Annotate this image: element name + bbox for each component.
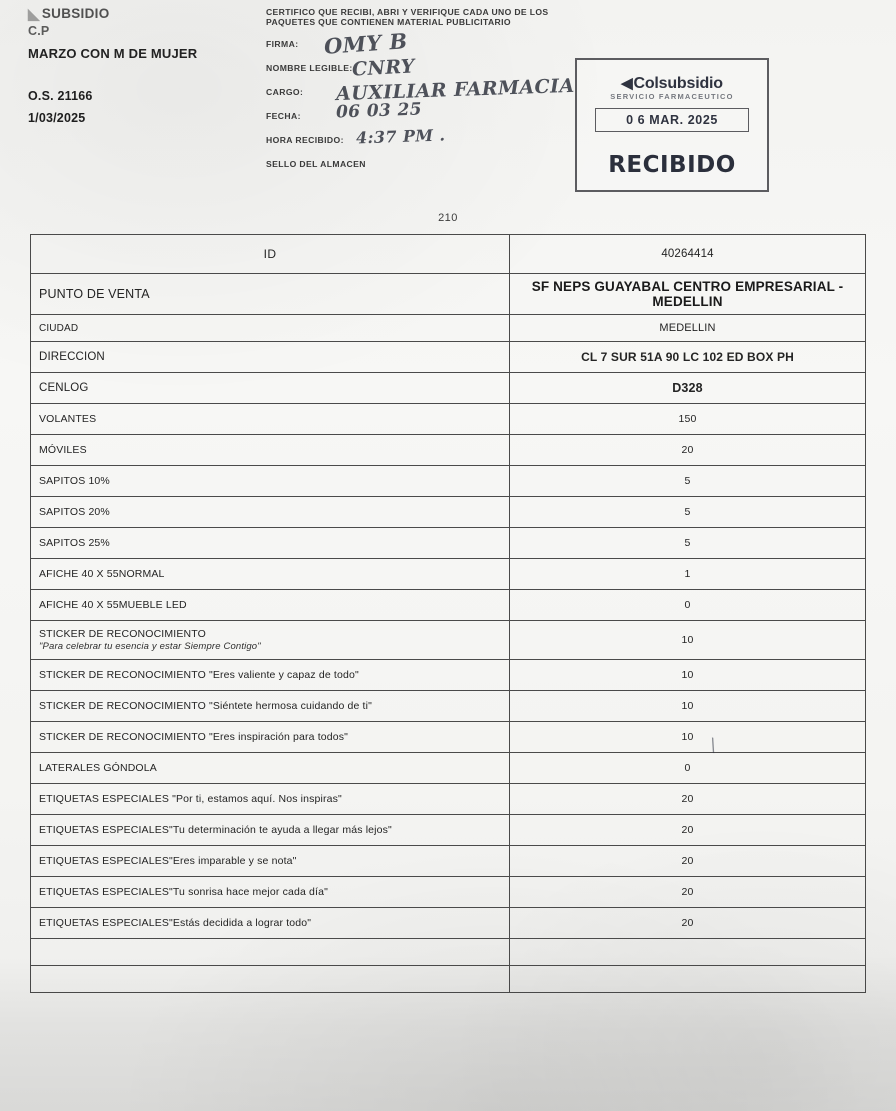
table-row bbox=[31, 784, 866, 815]
row-label: STICKER DE RECONOCIMIENTO "Siéntete hermosa cuidando de ti" bbox=[31, 691, 510, 722]
order-number: O.S. 21166 bbox=[28, 89, 93, 103]
table-row bbox=[31, 404, 866, 435]
table-row bbox=[31, 235, 866, 274]
field-sello-label: SELLO DEL ALMACEN bbox=[266, 159, 366, 170]
table-row bbox=[31, 908, 866, 939]
row-value: 5 bbox=[510, 466, 866, 497]
materials-table-wrapper bbox=[30, 234, 866, 993]
colsubsidio-logo bbox=[28, 6, 258, 22]
table-row bbox=[31, 691, 866, 722]
row-value: 0 bbox=[510, 753, 866, 784]
row-label: STICKER DE RECONOCIMIENTO "Eres inspiración para todos" bbox=[31, 722, 510, 753]
row-value: 20 bbox=[510, 784, 866, 815]
row-value: 5 bbox=[510, 497, 866, 528]
row-label: ID bbox=[31, 235, 510, 274]
row-value: 20 bbox=[510, 815, 866, 846]
table-row bbox=[31, 966, 866, 993]
reception-stamp bbox=[575, 58, 769, 192]
table-row bbox=[31, 621, 866, 660]
table-row bbox=[31, 590, 866, 621]
row-label: ETIQUETAS ESPECIALES"Eres imparable y se nota" bbox=[31, 846, 510, 877]
stamp-date: 0 6 MAR. 2025 bbox=[595, 108, 749, 132]
row-value: 1 bbox=[510, 559, 866, 590]
row-label: SAPITOS 20% bbox=[31, 497, 510, 528]
cp-label: C.P bbox=[28, 24, 50, 38]
table-row bbox=[31, 722, 866, 753]
certification-text: CERTIFICO QUE RECIBI, ABRI Y VERIFIQUE CADA UNO DE LOS PAQUETES QUE CONTIENEN MATERIAL PUBLICITARIO bbox=[266, 7, 549, 27]
table-row bbox=[31, 559, 866, 590]
row-value: 10 bbox=[510, 621, 866, 660]
row-label: ETIQUETAS ESPECIALES"Tu sonrisa hace mejor cada día" bbox=[31, 877, 510, 908]
campaign-title: MARZO CON M DE MUJER bbox=[28, 46, 198, 61]
table-row bbox=[31, 497, 866, 528]
row-label: ETIQUETAS ESPECIALES"Tu determinación te ayuda a llegar más lejos" bbox=[31, 815, 510, 846]
field-cargo-value: AUXILIAR FARMACIA bbox=[335, 75, 575, 106]
header-left-block bbox=[28, 6, 258, 125]
row-value: 10 bbox=[510, 722, 866, 753]
materials-table bbox=[30, 234, 866, 993]
table-row bbox=[31, 315, 866, 342]
table-row bbox=[31, 815, 866, 846]
stamp-arrow-icon: ◀ bbox=[621, 75, 633, 92]
field-hora-label: HORA RECIBIDO: bbox=[266, 135, 344, 146]
pen-stroke-mark: \ bbox=[707, 734, 719, 757]
table-row bbox=[31, 939, 866, 966]
field-hora bbox=[266, 125, 556, 155]
order-date: 1/03/2025 bbox=[28, 111, 86, 125]
row-value: CL 7 SUR 51A 90 LC 102 ED BOX PH bbox=[510, 342, 866, 373]
row-label: SAPITOS 25% bbox=[31, 528, 510, 559]
row-value: 40264414 bbox=[510, 235, 866, 274]
row-label: SAPITOS 10% bbox=[31, 466, 510, 497]
row-value bbox=[510, 966, 866, 993]
row-value: 5 bbox=[510, 528, 866, 559]
table-row bbox=[31, 846, 866, 877]
row-label bbox=[31, 621, 510, 660]
logo-mark-icon: ◣ bbox=[28, 6, 40, 23]
stamp-brand bbox=[577, 74, 767, 93]
field-firma-label: FIRMA: bbox=[266, 39, 299, 50]
stamp-brand-text: Colsubsidio bbox=[633, 75, 723, 92]
row-label: AFICHE 40 X 55NORMAL bbox=[31, 559, 510, 590]
row-value: 10 bbox=[510, 691, 866, 722]
row-label: CENLOG bbox=[31, 373, 510, 404]
table-row bbox=[31, 660, 866, 691]
row-value: 20 bbox=[510, 908, 866, 939]
document-header bbox=[0, 0, 896, 222]
row-label: AFICHE 40 X 55MUEBLE LED bbox=[31, 590, 510, 621]
row-label: ETIQUETAS ESPECIALES "Por ti, estamos aquí. Nos inspiras" bbox=[31, 784, 510, 815]
table-row bbox=[31, 342, 866, 373]
certification-block bbox=[266, 7, 575, 179]
field-fecha-label: FECHA: bbox=[266, 111, 301, 122]
row-value: D328 bbox=[510, 373, 866, 404]
row-label: ETIQUETAS ESPECIALES"Estás decidida a lograr todo" bbox=[31, 908, 510, 939]
row-label: MÓVILES bbox=[31, 435, 510, 466]
row-value: 0 bbox=[510, 590, 866, 621]
row-label: VOLANTES bbox=[31, 404, 510, 435]
row-label bbox=[31, 966, 510, 993]
row-label: PUNTO DE VENTA bbox=[31, 274, 510, 315]
row-value: SF NEPS GUAYABAL CENTRO EMPRESARIAL - MEDELLIN bbox=[510, 274, 866, 315]
table-row bbox=[31, 528, 866, 559]
table-row bbox=[31, 274, 866, 315]
field-cargo-label: CARGO: bbox=[266, 87, 304, 98]
row-value: MEDELLIN bbox=[510, 315, 866, 342]
materials-table-body bbox=[31, 235, 866, 993]
stamp-received-label: RECIBIDO bbox=[608, 152, 736, 178]
row-label: LATERALES GÓNDOLA bbox=[31, 753, 510, 784]
field-firma-value: OMY B bbox=[323, 28, 409, 60]
table-row bbox=[31, 877, 866, 908]
table-row bbox=[31, 373, 866, 404]
row-label: CIUDAD bbox=[31, 315, 510, 342]
field-sello bbox=[266, 155, 556, 179]
stamp-subtitle: SERVICIO FARMACEUTICO bbox=[610, 92, 734, 101]
table-row bbox=[31, 435, 866, 466]
row-value: 150 bbox=[510, 404, 866, 435]
row-label-main: STICKER DE RECONOCIMIENTO bbox=[39, 628, 206, 640]
field-hora-value: 4:37 PM . bbox=[355, 125, 446, 148]
page-number: 210 bbox=[438, 212, 458, 224]
field-nombre-label: NOMBRE LEGIBLE: bbox=[266, 63, 353, 74]
row-label: DIRECCION bbox=[31, 342, 510, 373]
field-fecha-value: 06 03 25 bbox=[335, 99, 423, 123]
logo-text: SUBSIDIO bbox=[41, 6, 110, 21]
field-nombre-value: CNRY bbox=[351, 55, 416, 81]
row-value: 20 bbox=[510, 435, 866, 466]
row-value: 20 bbox=[510, 877, 866, 908]
table-row bbox=[31, 753, 866, 784]
row-value: 10 bbox=[510, 660, 866, 691]
row-label: STICKER DE RECONOCIMIENTO "Eres valiente y capaz de todo" bbox=[31, 660, 510, 691]
row-label bbox=[31, 939, 510, 966]
table-row bbox=[31, 466, 866, 497]
row-value bbox=[510, 939, 866, 966]
row-value: 20 bbox=[510, 846, 866, 877]
row-label-sub: "Para celebrar tu esencia y estar Siempre Contigo" bbox=[39, 641, 261, 652]
